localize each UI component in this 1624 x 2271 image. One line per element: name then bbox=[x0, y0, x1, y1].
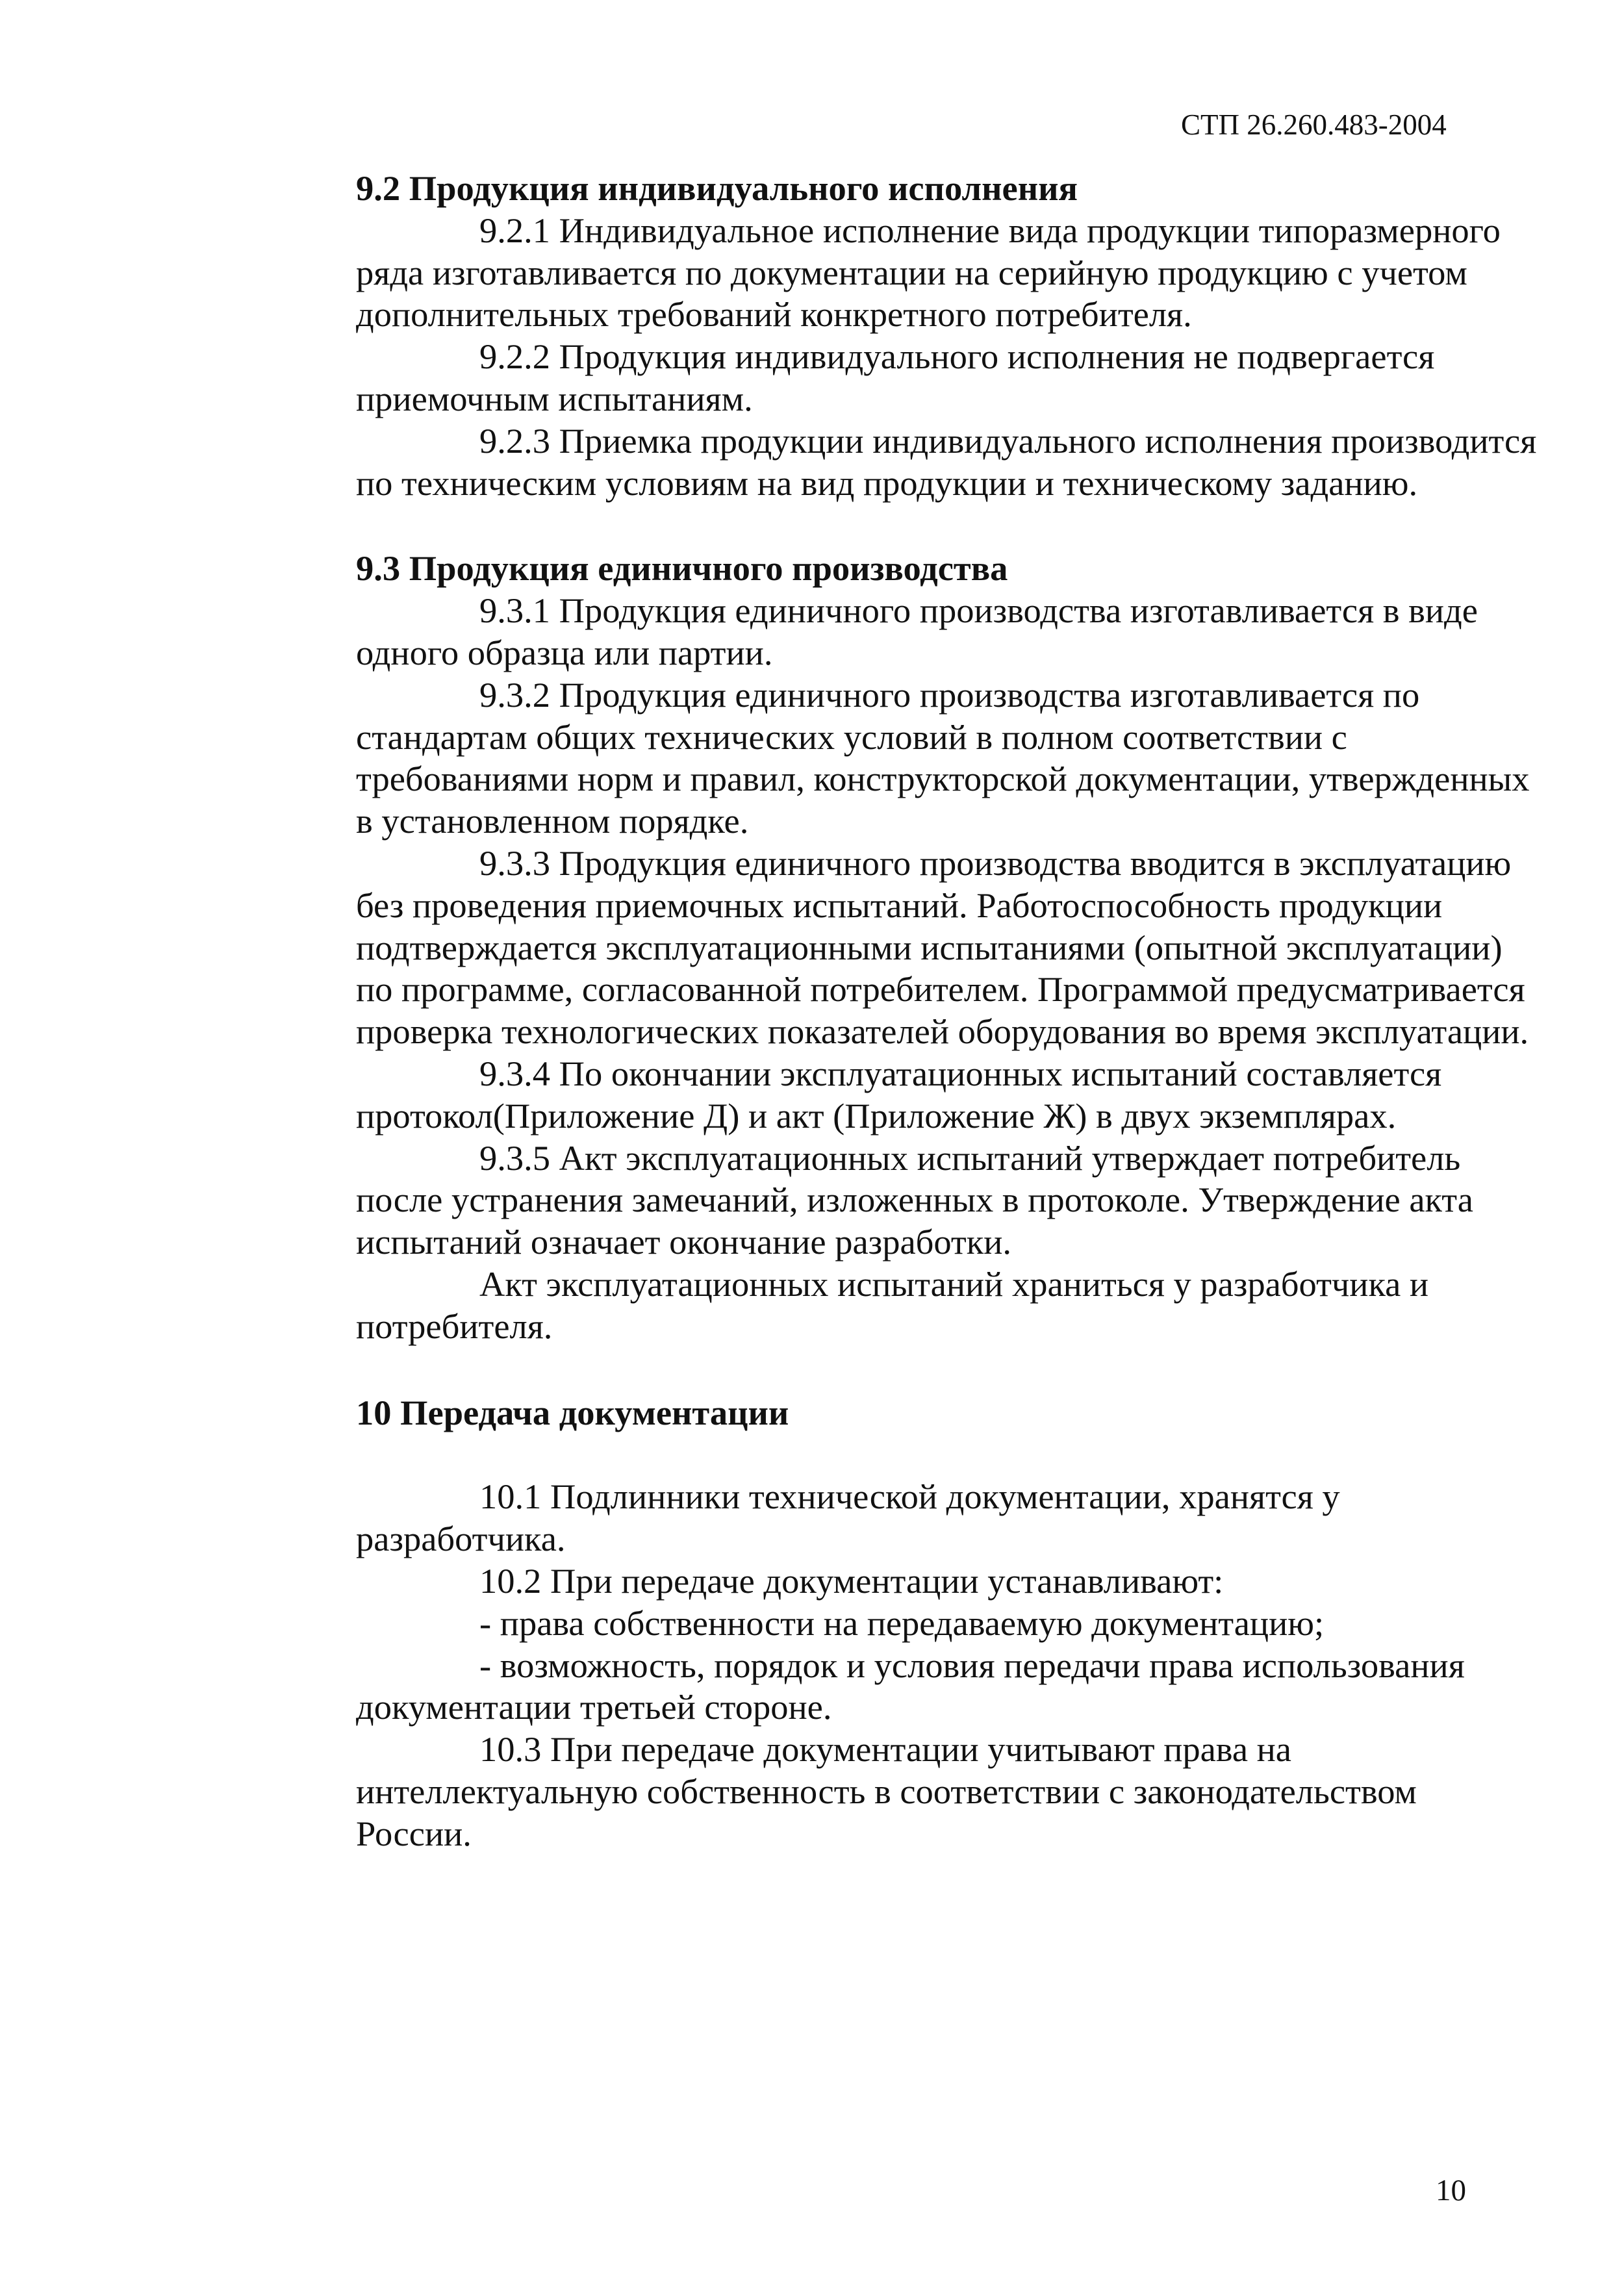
section-heading-9-2: 9.2 Продукция индивидуального исполнения bbox=[356, 168, 1078, 208]
text-line: документации третьей стороне. bbox=[356, 1687, 832, 1727]
section-heading-10: 10 Передача документации bbox=[356, 1392, 789, 1432]
paragraph-9-2-3 bbox=[233, 420, 1537, 505]
text-line: - права собственности на передаваемую документацию; bbox=[479, 1603, 1325, 1643]
paragraph-act-storage bbox=[233, 1263, 1486, 1348]
text-line: требованиями норм и правил, конструкторской документации, утвержденных bbox=[356, 759, 1530, 799]
text-line: потребителя. bbox=[356, 1306, 553, 1346]
text-line: приемочным испытаниям. bbox=[356, 378, 753, 418]
text-line: 9.2.2 Продукция индивидуального исполнения не подвергается bbox=[479, 336, 1435, 377]
paragraph-9-3-2 bbox=[233, 674, 1530, 843]
text-line: России. bbox=[356, 1813, 472, 1853]
paragraph-10-3 bbox=[233, 1729, 1486, 1855]
text-line: 9.3.1 Продукция единичного производства изготавливается в виде bbox=[479, 590, 1478, 631]
document-body bbox=[233, 168, 1537, 1855]
text-line: 9.2.1 Индивидуальное исполнение вида продукции типоразмерного bbox=[479, 210, 1501, 250]
text-line: 10.2 При передаче документации устанавливают: bbox=[479, 1560, 1224, 1601]
text-line: 9.3.4 По окончании эксплуатационных испытаний составляется bbox=[479, 1053, 1442, 1093]
text-line: в установленном порядке. bbox=[356, 801, 749, 841]
list-item-transfer-rights bbox=[233, 1645, 1486, 1729]
paragraph-9-2-1 bbox=[233, 210, 1501, 336]
paragraph-9-3-3 bbox=[233, 843, 1529, 1053]
paragraph-10-1 bbox=[233, 1476, 1486, 1560]
text-line: 9.2.3 Приемка продукции индивидуального исполнения производится bbox=[479, 420, 1537, 461]
text-line: по техническим условиям на вид продукции и техническому заданию. bbox=[356, 463, 1418, 503]
text-line: 9.3.3 Продукция единичного производства вводится в эксплуатацию bbox=[479, 843, 1512, 883]
text-line: дополнительных требований конкретного потребителя. bbox=[356, 294, 1192, 335]
text-line: стандартам общих технических условий в полном соответствии с bbox=[356, 717, 1347, 757]
text-line: Акт эксплуатационных испытаний храниться у разработчика и bbox=[479, 1263, 1429, 1304]
text-line: проверка технологических показателей оборудования во время эксплуатации. bbox=[356, 1011, 1529, 1052]
text-line: 10.1 Подлинники технической документации, хранятся у bbox=[479, 1477, 1340, 1517]
text-line: протокол(Приложение Д) и акт (Приложение Ж) в двух экземплярах. bbox=[356, 1095, 1397, 1136]
list-item-ownership bbox=[233, 1603, 1486, 1645]
text-line: без проведения приемочных испытаний. Работоспособность продукции bbox=[356, 885, 1443, 925]
text-line: после устранения замечаний, изложенных в протоколе. Утверждение акта bbox=[356, 1180, 1473, 1220]
text-line: 9.3.5 Акт эксплуатационных испытаний утверждает потребитель bbox=[479, 1137, 1461, 1178]
paragraph-9-2-2 bbox=[233, 336, 1486, 420]
page-number: 10 bbox=[1436, 2174, 1466, 2207]
document-code: СТП 26.260.483-2004 bbox=[1181, 108, 1447, 141]
text-line: 9.3.2 Продукция единичного производства изготавливается по bbox=[479, 674, 1420, 715]
text-line: по программе, согласованной потребителем. Программой предусматривается bbox=[356, 969, 1525, 1009]
text-line: разработчика. bbox=[356, 1519, 566, 1559]
paragraph-9-3-4 bbox=[233, 1053, 1486, 1137]
text-line: 10.3 При передаче документации учитывают права на bbox=[479, 1729, 1291, 1770]
text-line: одного образца или партии. bbox=[356, 632, 773, 672]
section-heading-9-3: 9.3 Продукция единичного производства bbox=[356, 548, 1008, 589]
paragraph-10-2 bbox=[233, 1560, 1486, 1603]
text-line: - возможность, порядок и условия передачи права использования bbox=[479, 1645, 1465, 1685]
text-line: испытаний означает окончание разработки. bbox=[356, 1222, 1011, 1262]
text-line: ряда изготавливается по документации на серийную продукцию с учетом bbox=[356, 252, 1467, 292]
text-line: интеллектуальную собственность в соответствии с законодательством bbox=[356, 1771, 1417, 1811]
paragraph-9-3-5 bbox=[233, 1137, 1486, 1263]
paragraph-9-3-1 bbox=[233, 590, 1486, 674]
text-line: подтверждается эксплуатационными испытаниями (опытной эксплуатации) bbox=[356, 927, 1503, 967]
